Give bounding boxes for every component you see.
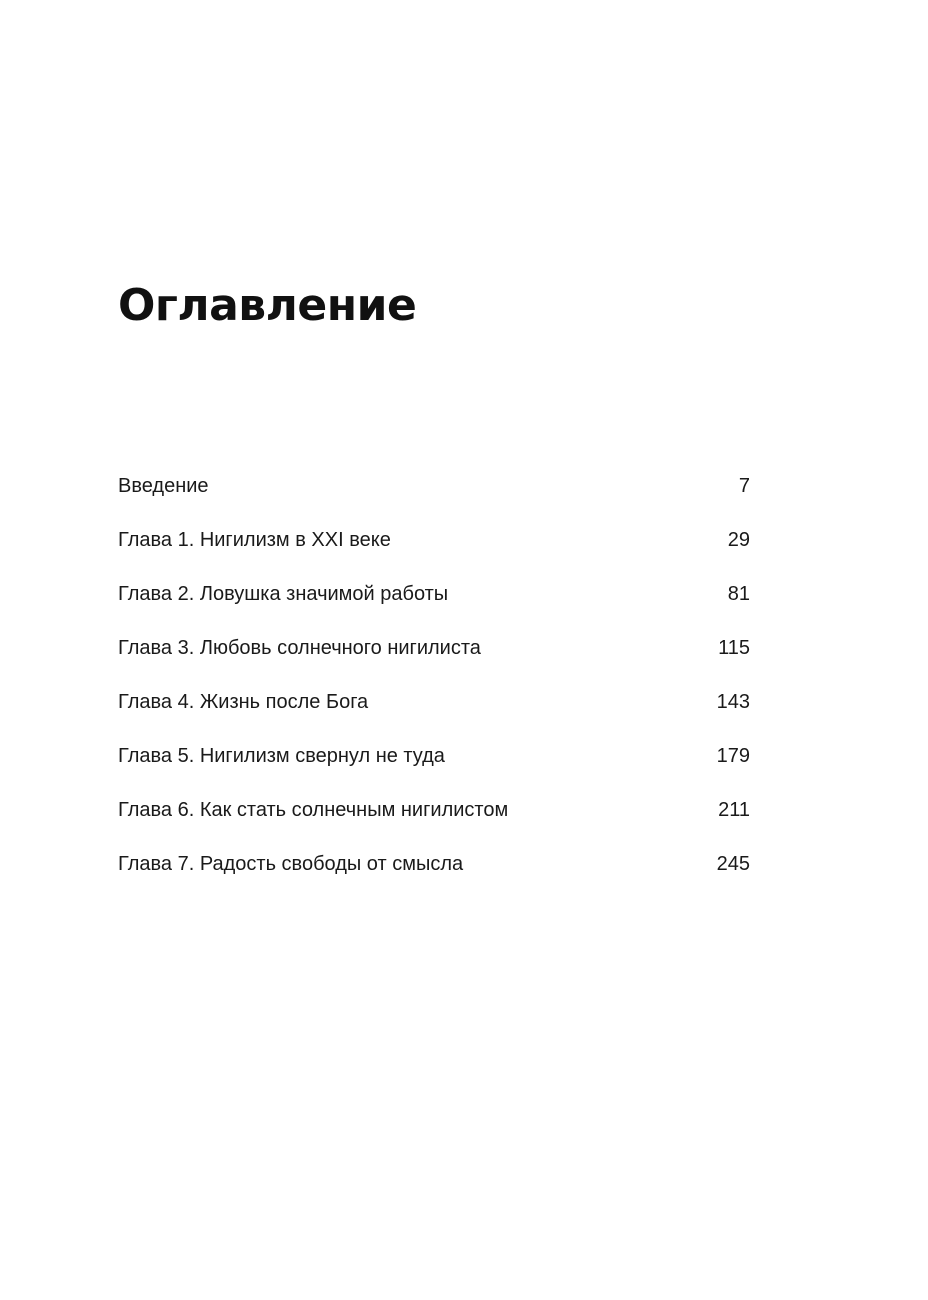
toc-entry-chapter-2[interactable] xyxy=(118,578,750,632)
toc-entry-chapter-5[interactable] xyxy=(118,740,750,794)
toc-entry-page-number: 245 xyxy=(716,853,750,875)
table-of-contents xyxy=(118,470,750,902)
toc-entry-page-number: 29 xyxy=(727,529,750,551)
toc-entry-label: Глава 5. Нигилизм свернул не туда xyxy=(118,745,445,767)
toc-entry-label: Глава 7. Радость свободы от смысла xyxy=(118,853,464,875)
toc-entry-label: Глава 2. Ловушка значимой работы xyxy=(118,583,449,605)
toc-entry-label: Глава 6. Как стать солнечным нигилистом xyxy=(118,799,509,821)
toc-entry-page-number: 143 xyxy=(716,691,750,713)
toc-entry-label: Введение xyxy=(118,475,209,497)
toc-entry-page-number: 115 xyxy=(718,637,750,659)
toc-entry-chapter-1[interactable] xyxy=(118,524,750,578)
toc-entry-chapter-4[interactable] xyxy=(118,686,750,740)
toc-entry-page-number: 7 xyxy=(738,475,750,497)
toc-entry-label: Глава 3. Любовь солнечного нигилиста xyxy=(118,637,481,659)
toc-entry-page-number: 81 xyxy=(727,583,750,605)
toc-entry-chapter-3[interactable] xyxy=(118,632,750,686)
toc-entry-chapter-7[interactable] xyxy=(118,848,750,902)
toc-entry-page-number: 179 xyxy=(716,745,750,767)
toc-entry-label: Глава 4. Жизнь после Бога xyxy=(118,691,369,713)
toc-entry-chapter-6[interactable] xyxy=(118,794,750,848)
toc-entry-introduction[interactable] xyxy=(118,470,750,524)
toc-entry-label: Глава 1. Нигилизм в XXI веке xyxy=(118,529,391,551)
toc-entry-page-number: 211 xyxy=(718,799,750,821)
page-title: Оглавление xyxy=(118,280,417,331)
